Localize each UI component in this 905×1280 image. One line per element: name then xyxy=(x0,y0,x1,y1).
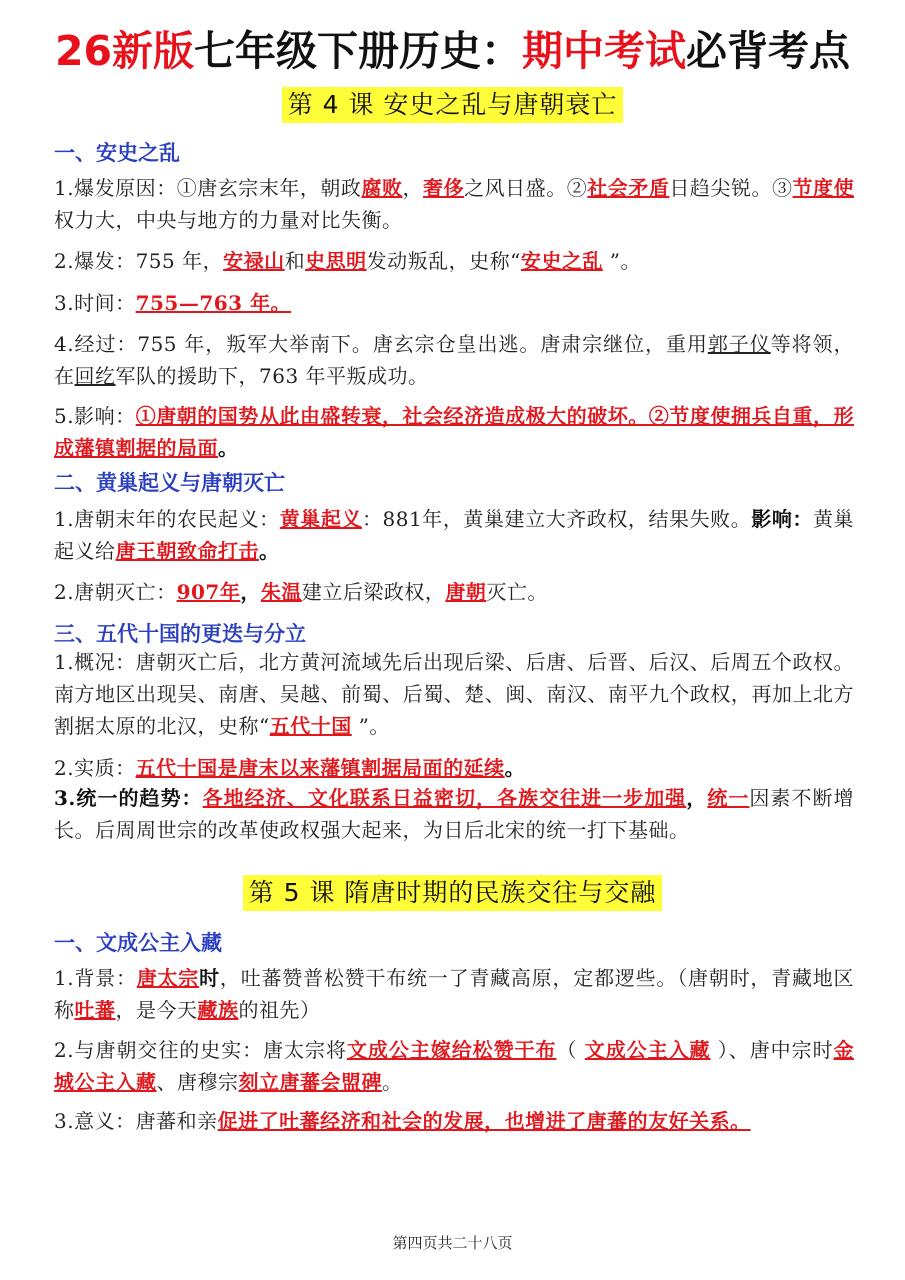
paragraph-essence xyxy=(54,752,854,784)
paragraph-text: 。 xyxy=(504,756,526,780)
section-an-shi-rebellion: 一、安史之乱 xyxy=(54,141,180,165)
key-point-text: 节度使 xyxy=(792,176,855,200)
paragraph-text: 时 xyxy=(199,966,220,990)
paragraph-tang-fall xyxy=(54,576,854,608)
paragraph-text: 。 xyxy=(259,539,280,563)
paragraph-text: 2.实质： xyxy=(54,756,136,780)
paragraph-outbreak xyxy=(54,245,854,277)
paragraph-text: 2.爆发：755 年， xyxy=(54,249,224,273)
paragraph-text: 黄巢起义给 xyxy=(54,507,855,563)
key-point-text: 安史之乱 xyxy=(520,249,603,273)
paragraph-peasant-uprising xyxy=(54,503,854,567)
paragraph-text: 建立后梁政权， xyxy=(301,580,446,604)
key-point-text: ①唐朝的国势从此由盛转衰，社会经济造成极大的破坏。②节度使拥兵自重，形成藩镇割据的局面 xyxy=(54,404,854,460)
paragraph-text: 的祖先） xyxy=(238,998,321,1022)
paragraph-text: ”。 xyxy=(602,249,641,273)
key-point-text: 奢侈 xyxy=(423,176,465,200)
paragraph-background xyxy=(54,962,854,1026)
paragraph-text: 军队的援助下，763 年平叛成功。 xyxy=(115,364,429,388)
paragraph-cause xyxy=(54,172,854,236)
paragraph-text: 5.影响： xyxy=(54,404,136,428)
key-point-text: 金城公主入藏 xyxy=(54,1038,855,1094)
key-point-text: 文成公主嫁给松赞干布 xyxy=(346,1038,557,1062)
paragraph-impact xyxy=(54,400,854,464)
key-point-text: 文成公主入藏 xyxy=(584,1038,711,1062)
paragraph-text: 。 xyxy=(382,1070,403,1094)
paragraph-text: 1.背景： xyxy=(54,966,137,990)
paragraph-overview xyxy=(54,646,854,742)
paragraph-text: 3.意义：唐蕃和亲 xyxy=(54,1109,218,1133)
paragraph-text: ， xyxy=(686,786,708,810)
key-point-text: 朱温 xyxy=(260,580,302,604)
key-point-text: 五代十国 xyxy=(269,714,352,738)
page-footer: 第四页共二十八页 xyxy=(392,1234,513,1252)
paragraph-text: 3.统一的趋势： xyxy=(54,786,203,810)
section-huang-chao-uprising: 二、黄巢起义与唐朝灭亡 xyxy=(54,471,285,495)
key-point-text: 腐败 xyxy=(361,176,403,200)
key-point-text: 刻立唐蕃会盟碑 xyxy=(238,1070,382,1094)
paragraph-text: 权力大，中央与地方的力量对比失衡。 xyxy=(54,208,403,232)
paragraph-text: 1.唐朝末年的农民起义： xyxy=(54,507,280,531)
paragraph-text: 4.经过：755 年，叛军大举南下。唐玄宗仓皇出逃。唐肃宗继位，重用 xyxy=(54,332,708,356)
key-point-text: 唐朝 xyxy=(445,580,487,604)
key-point-text: 唐太宗 xyxy=(136,966,200,990)
paragraph-text: ）、唐中宗时 xyxy=(710,1038,834,1062)
paragraph-text: 1.爆发原因：①唐玄宗末年，朝政 xyxy=(54,176,362,200)
key-point-text: 统一 xyxy=(707,786,750,810)
paragraph-text: 影响： xyxy=(751,507,813,531)
paragraph-text: 2.与唐朝交往的史实：唐太宗将 xyxy=(54,1038,347,1062)
paragraph-text: ，是今天 xyxy=(115,998,198,1022)
key-point-text: 907年 xyxy=(176,580,241,604)
paragraph-text: ”。 xyxy=(351,714,390,738)
paragraph-text: 回纥 xyxy=(74,364,116,388)
page-title: 26新版七年级下册历史：期中考试必背考点 xyxy=(54,27,851,75)
paragraph-exchanges xyxy=(54,1034,854,1098)
key-point-text: 藏族 xyxy=(197,998,239,1022)
key-point-text: 史思明 xyxy=(305,249,367,273)
paragraph-text: 灭亡。 xyxy=(486,580,548,604)
paragraph-text: ：881年，黄巢建立大齐政权，结果失败。 xyxy=(362,507,752,531)
paragraph-text: ，吐蕃赞普松赞干布统一了青藏高原，定都逻些。（唐朝时，青藏地区称 xyxy=(54,966,855,1022)
paragraph-text: 2.唐朝灭亡： xyxy=(54,580,177,604)
lesson-4-heading: 第 4 课 安史之乱与唐朝衰亡 xyxy=(0,87,905,123)
key-point-text: 安禄山 xyxy=(223,249,285,273)
key-point-text: 促进了吐蕃经济和社会的发展，也增进了唐蕃的友好关系。 xyxy=(217,1109,751,1133)
paragraph-time xyxy=(54,287,854,319)
key-point-text: 吐蕃 xyxy=(74,998,116,1022)
section-five-dynasties: 三、五代十国的更迭与分立 xyxy=(54,622,306,646)
key-point-text: 社会矛盾 xyxy=(587,176,670,200)
paragraph-text: 因素不断增长。后周周世宗的改革使政权强大起来，为日后北宋的统一打下基础。 xyxy=(54,786,855,842)
paragraph-process xyxy=(54,328,854,392)
key-point-text: 黄巢起义 xyxy=(279,507,362,531)
paragraph-text: 、唐穆宗 xyxy=(156,1070,239,1094)
paragraph-text: 之风日盛。② xyxy=(464,176,588,200)
paragraph-unification-trend xyxy=(54,782,854,846)
paragraph-text: ， xyxy=(402,176,424,200)
paragraph-text: 发动叛乱，史称“ xyxy=(366,249,521,273)
section-princess-wencheng: 一、文成公主入藏 xyxy=(54,931,222,955)
key-point-text: 755—763 年。 xyxy=(135,291,292,315)
paragraph-significance xyxy=(54,1105,854,1137)
key-point-text: 各地经济、文化联系日益密切，各族交往进一步加强 xyxy=(202,786,687,810)
paragraph-text: ， xyxy=(240,580,261,604)
paragraph-text: 3.时间： xyxy=(54,291,136,315)
paragraph-text: 郭子仪 xyxy=(707,332,771,356)
paragraph-text: 1.概况：唐朝灭亡后，北方黄河流域先后出现后梁、后唐、后晋、后汉、后周五个政权。南方地区出现吴、南唐、吴越、前蜀、后蜀、楚、闽、南汉、南平九个政权，再加上北方割据太原的北汉，史称“ xyxy=(54,650,854,738)
paragraph-text: 日趋尖锐。③ xyxy=(669,176,793,200)
paragraph-text: 等将领，在 xyxy=(54,332,854,388)
paragraph-text: 和 xyxy=(284,249,306,273)
key-point-text: 五代十国是唐末以来藩镇割据局面的延续 xyxy=(135,756,505,780)
lesson-5-heading: 第 5 课 隋唐时期的民族交往与交融 xyxy=(0,875,905,911)
paragraph-text: 。 xyxy=(218,436,239,460)
key-point-text: 唐王朝致命打击 xyxy=(115,539,259,563)
paragraph-text: （ xyxy=(556,1038,585,1062)
